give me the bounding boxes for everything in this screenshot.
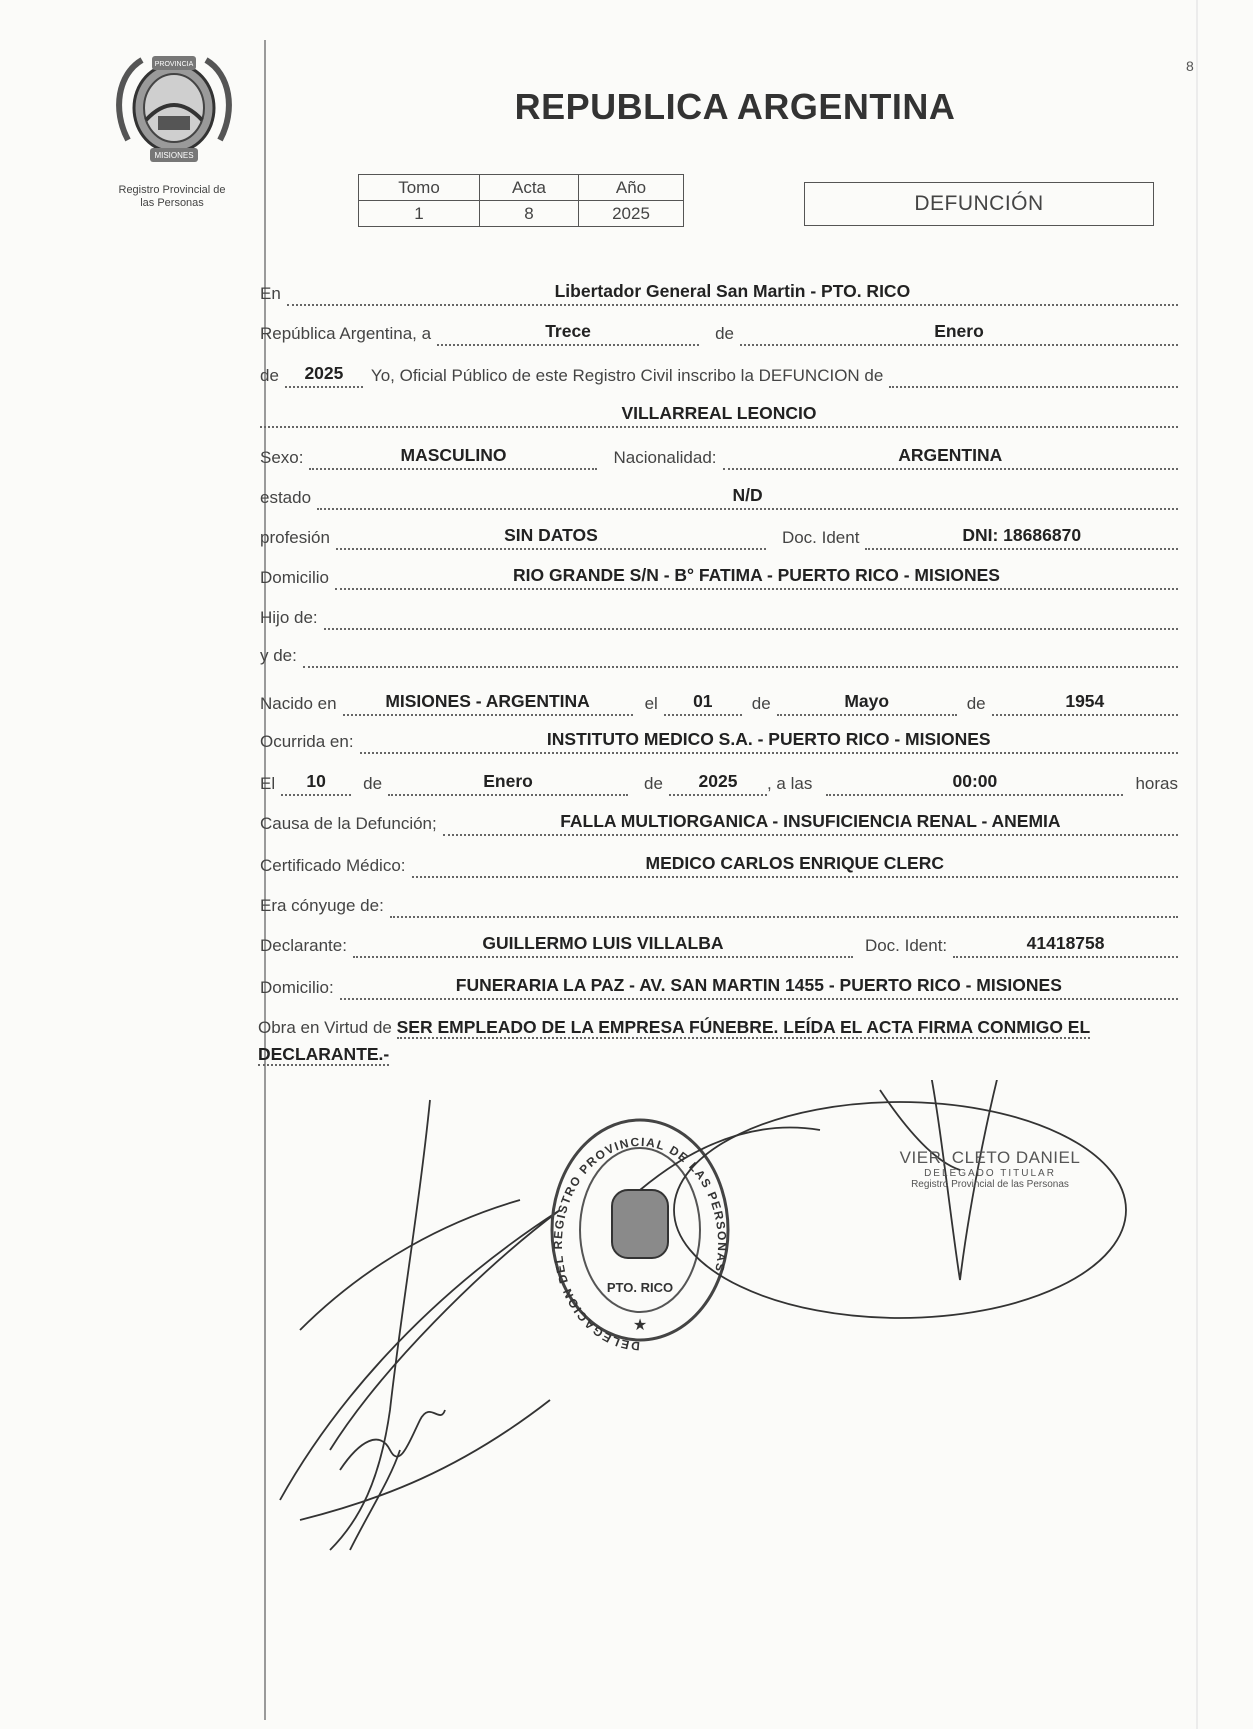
field-dia: Trece (437, 322, 699, 346)
svg-text:★: ★ (632, 1317, 648, 1334)
field-causa: FALLA MULTIORGANICA - INSUFICIENCIA RENAL - ANEMIA (443, 812, 1178, 836)
label-de-def-anio: de (644, 774, 663, 793)
row-domicilio-declarante (260, 974, 1178, 1000)
label-domicilio-declarante: Domicilio: (260, 978, 334, 997)
field-anio: 2025 (285, 364, 363, 388)
registry-round-seal-icon (551, 1120, 729, 1353)
record-type-box: DEFUNCIÓN (804, 182, 1154, 226)
row-certificado (260, 852, 1178, 878)
field-doc-ident: DNI: 18686870 (865, 526, 1178, 550)
row-estado (260, 484, 1178, 510)
row-nacimiento (260, 690, 1178, 716)
label-certificado: Certificado Médico: (260, 856, 406, 875)
row-en (260, 280, 1178, 306)
declarant-signature-icon (280, 1100, 560, 1550)
label-en: En (260, 284, 281, 303)
field-profesion: SIN DATOS (336, 526, 766, 550)
row-sexo (260, 444, 1178, 470)
anio-header: Año (579, 175, 684, 201)
field-nac-mes: Mayo (777, 692, 957, 716)
acta-header: Acta (480, 175, 579, 201)
official-stamp-role: DELEGADO TITULAR (924, 1168, 1056, 1179)
row-causa (260, 810, 1178, 836)
field-fallecido: VILLARREAL LEONCIO (260, 404, 1178, 428)
label-nacionalidad: Nacionalidad: (613, 448, 717, 467)
field-nacido-en: MISIONES - ARGENTINA (343, 692, 633, 716)
page-number: 8 (1186, 58, 1194, 74)
field-estado: N/D (317, 486, 1178, 510)
row-declarante (260, 932, 1178, 958)
label-conyuge: Era cónyuge de: (260, 896, 384, 915)
logo-bottom-text: MISIONES (154, 151, 194, 160)
logo-top-text: PROVINCIA (154, 61, 194, 68)
field-nac-dia: 01 (664, 692, 742, 716)
label-estado: estado (260, 488, 312, 507)
field-declarante-domicilio: FUNERARIA LA PAZ - AV. SAN MARTIN 1455 - PUERTO RICO - MISIONES (340, 976, 1178, 1000)
field-hora: 00:00 (826, 772, 1123, 796)
label-y-de: y de: (260, 646, 297, 665)
official-stamp-name: VIER, CLETO DANIEL (899, 1148, 1081, 1167)
seal-ring-text: DELEGACION DEL REGISTRO PROVINCIAL DE LAS PERSONAS (551, 1134, 730, 1354)
label-domicilio: Domicilio (260, 568, 329, 587)
field-obra: SER EMPLEADO DE LA EMPRESA FÚNEBRE. LEÍDA EL ACTA FIRMA CONMIGO EL DECLARANTE.- (258, 1017, 1091, 1064)
official-stamp (870, 1148, 1110, 1190)
label-obra: Obra en Virtud de (258, 1018, 392, 1037)
field-lugar: Libertador General San Martin - PTO. RICO (287, 282, 1178, 306)
field-nacionalidad: ARGENTINA (723, 446, 1179, 470)
label-hijo-de: Hijo de: (260, 608, 318, 627)
tomo-header: Tomo (359, 175, 480, 201)
logo-caption-line2: las Personas (140, 197, 204, 209)
row-y-de (260, 642, 1178, 668)
field-mes: Enero (740, 322, 1178, 346)
field-def-dia: 10 (281, 772, 351, 796)
field-sexo: MASCULINO (309, 446, 597, 470)
anio-value: 2025 (579, 201, 684, 227)
acta-value: 8 (480, 201, 579, 227)
official-stamp-org: Registro Provincial de las Personas (911, 1179, 1069, 1190)
label-el: el (644, 694, 658, 713)
row-inscripcion (260, 362, 1178, 388)
logo-caption (92, 184, 252, 210)
label-republica: República Argentina, a (260, 324, 432, 343)
field-def-anio: 2025 (669, 772, 767, 796)
field-def-mes: Enero (388, 772, 628, 796)
field-declarante: GUILLERMO LUIS VILLALBA (353, 934, 853, 958)
label-causa: Causa de la Defunción; (260, 814, 437, 833)
row-hijo-de (260, 604, 1178, 630)
label-de-def-mes: de (363, 774, 383, 793)
row-domicilio (260, 564, 1178, 590)
label-doc-ident: Doc. Ident (781, 528, 860, 547)
label-de-anio: de (260, 366, 279, 385)
field-nac-anio: 1954 (992, 692, 1178, 716)
row-fallecido (260, 402, 1178, 428)
label-doc-ident-declarante: Doc. Ident: (864, 936, 948, 955)
logo-caption-line1: Registro Provincial de (118, 184, 226, 196)
obra-en-virtud (258, 1014, 1196, 1068)
label-sexo: Sexo: (260, 448, 304, 467)
label-yo: Yo, Oficial Público de este Registro Civil inscribo la DEFUNCION de (370, 366, 884, 385)
field-domicilio: RIO GRANDE S/N - B° FATIMA - PUERTO RICO - MISIONES (335, 566, 1178, 590)
field-ocurrida-en: INSTITUTO MEDICO S.A. - PUERTO RICO - MISIONES (360, 730, 1178, 754)
label-profesion: profesión (260, 528, 330, 547)
label-de-nac-anio: de (966, 694, 986, 713)
field-inscripcion-blank (889, 364, 1178, 388)
field-declarante-doc: 41418758 (953, 934, 1178, 958)
misiones-provincial-seal-icon (112, 50, 236, 168)
tomo-value: 1 (359, 201, 480, 227)
row-defuncion-fecha (260, 770, 1178, 796)
row-fecha (260, 320, 1178, 346)
page-title: REPUBLICA ARGENTINA (514, 86, 956, 127)
row-profesion (260, 524, 1178, 550)
field-conyuge (390, 894, 1178, 918)
registry-table (358, 174, 684, 227)
label-a-las: , a las (766, 774, 813, 793)
label-declarante: Declarante: (260, 936, 347, 955)
label-de: de (715, 324, 734, 343)
field-hijo-de (324, 606, 1178, 630)
field-y-de (303, 644, 1178, 668)
label-el-cap: El (260, 774, 276, 793)
label-de-nac-mes: de (751, 694, 771, 713)
label-horas: horas (1135, 774, 1178, 793)
seal-inner-text: PTO. RICO (606, 1280, 674, 1295)
label-nacido-en: Nacido en (260, 694, 337, 713)
row-ocurrida (260, 728, 1178, 754)
row-conyuge (260, 892, 1178, 918)
label-ocurrida-en: Ocurrida en: (260, 732, 354, 751)
field-certificado: MEDICO CARLOS ENRIQUE CLERC (412, 854, 1178, 878)
